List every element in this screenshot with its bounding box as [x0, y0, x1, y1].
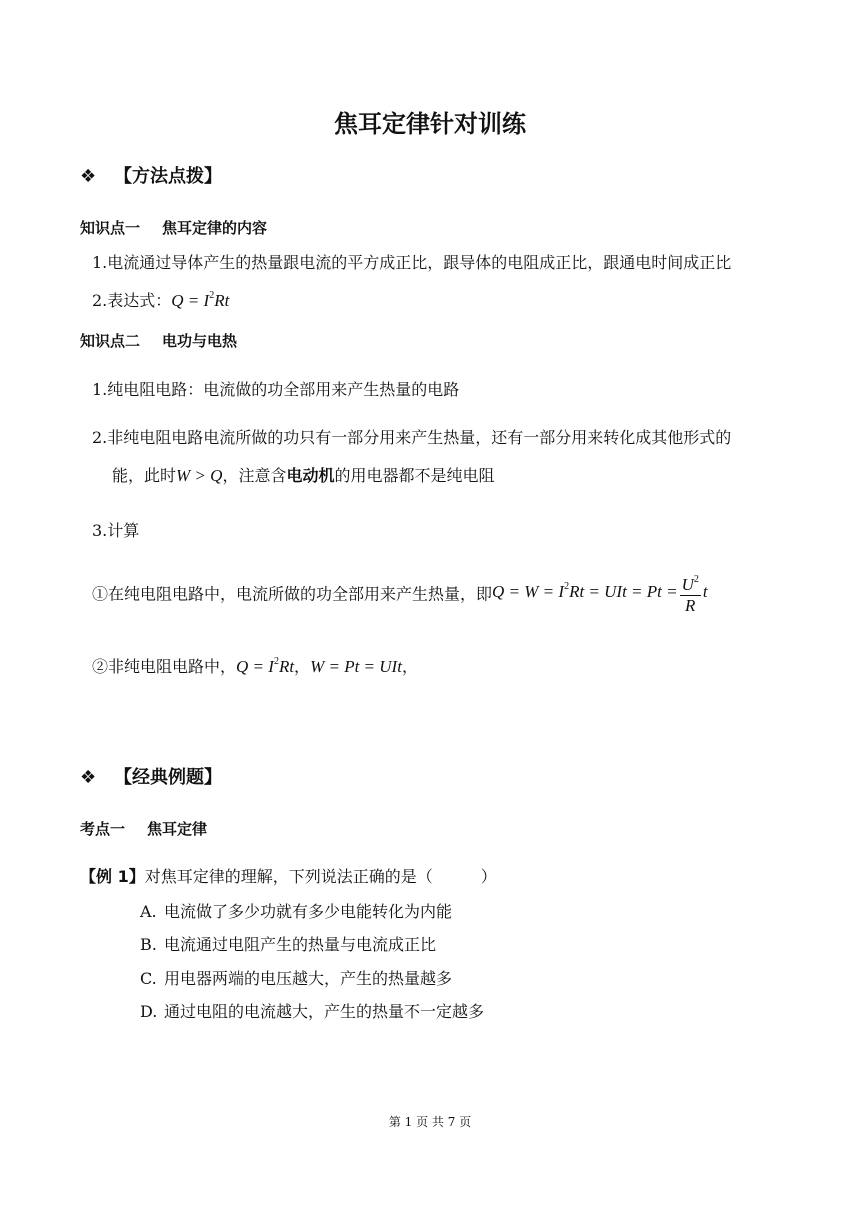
kp2-title: 电功与电热 — [162, 332, 238, 350]
kp2-line-5-text: ①在纯电阻电路中，电流所做的功全部用来产生热量，即 — [92, 584, 493, 604]
option-c: C. 用电器两端的电压越大，产生的热量越多 — [140, 969, 453, 988]
kp2-line-6: ②非纯电阻电路中，$Q = I^2Rt$，W = Pt = UIt， — [92, 656, 418, 676]
kp1-label: 知识点一 — [80, 219, 141, 237]
page-footer: 第 1 页 共 7 页 — [388, 1115, 472, 1129]
page-title: 焦耳定律针对训练 — [334, 110, 526, 138]
kp1-line-2 — [92, 288, 229, 311]
section-method-label: 【方法点拨】 — [114, 166, 222, 187]
diamond-bullet-icon: ❖ — [80, 166, 97, 187]
pure-resistance-formula: $Q = W = I^2Rt$ = UIt = Pt = $\frac{U^2}{R}$ t — [492, 582, 708, 601]
section-method-heading — [80, 162, 222, 188]
joule-law-formula: $Q = I^2Rt$ — [171, 290, 230, 310]
test-point-1-heading — [80, 818, 207, 839]
kp2-line-4: 3.计算 — [92, 521, 140, 540]
kd1-label: 考点一 — [80, 820, 126, 838]
diamond-bullet-icon: ❖ — [80, 767, 97, 788]
section-examples-label: 【经典例题】 — [114, 767, 222, 788]
example-1-question — [80, 864, 497, 887]
kp2-line-3: 能，此时W > Q，注意含电动机的用电器都不是纯电阻 — [112, 466, 495, 485]
w-greater-q-math: W > Q — [176, 466, 223, 485]
electric-motor-emphasis: 电动机 — [286, 466, 335, 485]
kp1-title: 焦耳定律的内容 — [162, 219, 268, 237]
kp2-line-1: 1.纯电阻电路：电流做的功全部用来产生热量的电路 — [92, 380, 460, 399]
section-examples-heading — [80, 763, 222, 789]
option-a: A. 电流做了多少功就有多少电能转化为内能 — [140, 902, 453, 921]
example-1-tag: 【例 1】 — [80, 867, 145, 886]
non-pure-work-formula: W = Pt = UIt — [310, 657, 402, 676]
non-pure-heat-formula: $Q = I^2Rt$ — [236, 656, 295, 676]
knowledge-point-1-heading — [80, 217, 267, 238]
option-d: D. 通过电阻的电流越大，产生的热量不一定越多 — [140, 1002, 485, 1021]
kp2-label: 知识点二 — [80, 332, 141, 350]
option-b: B. 电流通过电阻产生的热量与电流成正比 — [140, 935, 437, 954]
kp1-line-1: 1.电流通过导体产生的热量跟电流的平方成正比，跟导体的电阻成正比，跟通电时间成正比 — [92, 253, 732, 272]
knowledge-point-2-heading — [80, 330, 237, 351]
kp2-line-5 — [92, 570, 708, 616]
u-squared-over-r-fraction: $\frac{U^2}{R}$ — [680, 570, 701, 616]
kp2-line-2: 2.非纯电阻电路电流所做的功只有一部分用来产生热量，还有一部分用来转化成其他形式的 — [92, 428, 732, 447]
kp1-line-2-prefix: 2.表达式： — [92, 291, 172, 310]
example-1-question-text: 对焦耳定律的理解，下列说法正确的是（ ） — [144, 867, 497, 886]
kd1-title: 焦耳定律 — [147, 820, 208, 838]
